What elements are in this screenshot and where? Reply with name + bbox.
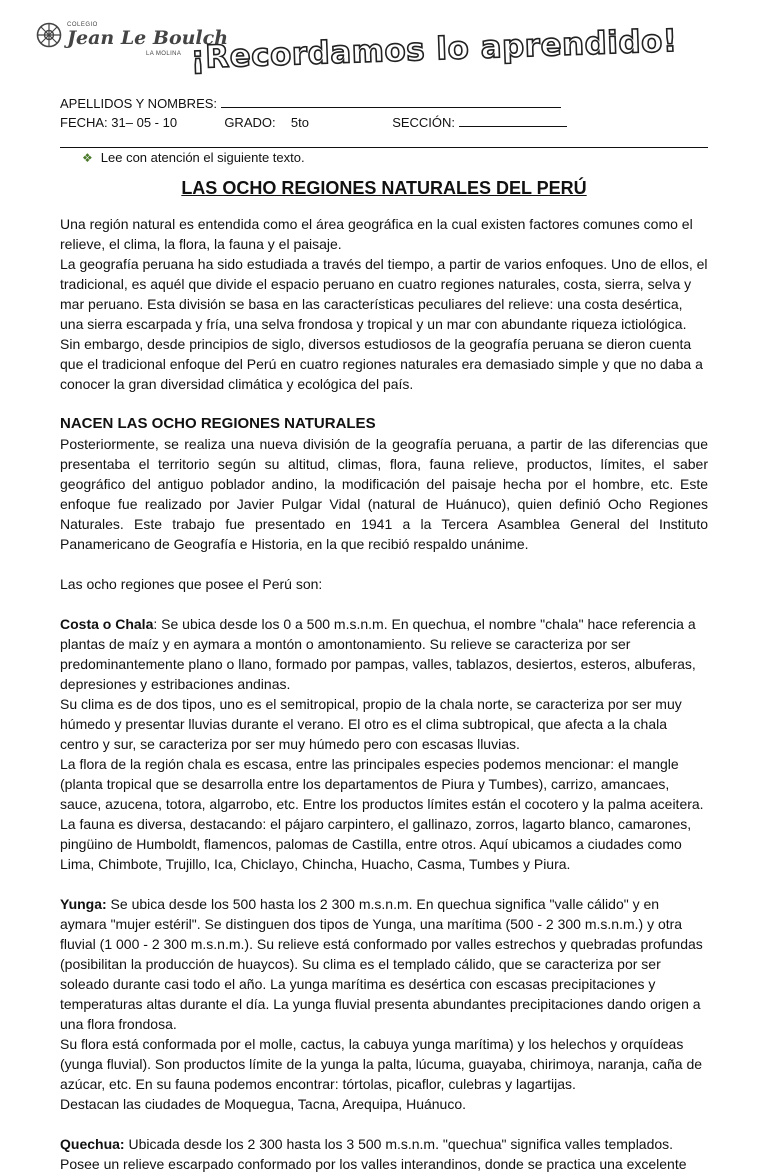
costa-climate: Su clima es de dos tipos, uno es el semitropical, propio de la chala norte, se caracteriza por ser muy húmedo y presentar lluvias durante el verano. El otro es el clima subtropical, que afecta a la chala centro y sur, se caracteriza por ser muy húmedo pero con escasas lluvias.	[60, 696, 682, 752]
banner-title: ¡Recordamos lo aprendido!	[190, 23, 679, 76]
instruction-text: Lee con atención el siguiente texto.	[100, 150, 305, 165]
yunga-flora: Su flora está conformada por el molle, cactus, la cabuya yunga marítima) y los helechos y orquídeas (yunga fluvial). Son productos límite de la yunga la palta, lúcuma, guayaba, chirimoya, naranja, caña de azúcar, etc. En su fauna podemos encontrar: tórtolas, picaflor, culebras y lagartijas.	[60, 1036, 703, 1092]
names-blank	[221, 107, 561, 108]
date-line	[60, 115, 567, 130]
quechua-paragraph	[60, 1134, 708, 1174]
document-body	[60, 214, 708, 1174]
quechua-text: Ubicada desde los 2 300 hasta los 3 500 m.s.n.m. "quechua" significa valles templados. Posee un relieve escarpado conformado por los valles interandinos, donde se practica una excelente	[60, 1136, 687, 1172]
intro-paragraph: Sin embargo, desde principios de siglo, diversos estudiosos de la geografía peruana se dieron cuenta que el tradicional enfoque del Perú en cuatro regiones naturales era demasiado simple y que no daba a conocer la gran diversidad climática y ecológica del país.	[60, 336, 703, 392]
yunga-text: Se ubica desde los 500 hasta los 2 300 m.s.n.m. En quechua significa "valle cálido" y en aymara "mujer estéril". Se distinguen dos tipos de Yunga, una marítima (500 - 2 300 m.s.n.m.) y otra fluvial (1 000 - 2 300 m.s.n.m.). Su relieve está conformado por valles estrechos y quebradas profundas (posibilitan la producción de huaycos). Su clima es el templado cálido, que se caracteriza por ser soleado durante casi todo el año. La yunga marítima es desértica con escasas precipitaciones y temperaturas altas durante el día. La yunga fluvial presenta abundantes precipitaciones dando origen a una flora frondosa.	[60, 896, 703, 1032]
section-blank	[459, 126, 567, 127]
section-label: SECCIÓN:	[392, 115, 456, 130]
intro-paragraph: La geografía peruana ha sido estudiada a través del tiempo, a partir de varios enfoques. Uno de ellos, el tradicional, es aquél que divide el espacio peruano en cuatro regiones naturales, costa, sierra, selva y mar peruano. Esta división se basa en las características peculiares del relieve: una costa desértica, una sierra escarpada y fría, una selva frondosa y tropical y un mar con abundante riqueza ictiológica.	[60, 256, 708, 332]
quechua-lead: Quechua:	[60, 1136, 125, 1152]
intro-paragraph: Una región natural es entendida como el área geográfica en la cual existen factores comunes como el relieve, el clima, la flora, la fauna y el paisaje.	[60, 216, 693, 252]
costa-flora: La flora de la región chala es escasa, entre las principales especies podemos mencionar: el mangle (planta tropical que se desarrolla entre los departamentos de Piura y Tumbes), carrizo, amancaes, sauce, azucena, totora, algarrobo, etc. Entre los productos límites están el cocotero y la palma aceitera.	[60, 756, 704, 812]
date-label: FECHA: 31– 05 - 10	[60, 115, 178, 130]
yunga-cities: Destacan las ciudades de Moquegua, Tacna, Arequipa, Huánuco.	[60, 1096, 467, 1112]
costa-paragraph	[60, 614, 708, 694]
costa-lead: Costa o Chala	[60, 616, 154, 632]
logo-subtext: LA MOLINA	[146, 51, 182, 57]
regions-intro: Las ocho regiones que posee el Perú son:	[60, 576, 323, 592]
yunga-lead: Yunga:	[60, 896, 107, 912]
names-label: APELLIDOS Y NOMBRES:	[60, 96, 218, 111]
page-title: LAS OCHO REGIONES NATURALES DEL PERÚ	[181, 178, 587, 198]
logo-small-text: COLEGIO	[67, 22, 98, 28]
diamond-bullet-icon: ❖	[82, 151, 93, 165]
logo-name: Jean Le Boulch	[67, 27, 229, 49]
grade-value: 5to	[290, 115, 309, 130]
school-crest-icon	[36, 22, 62, 48]
section-heading: NACEN LAS OCHO REGIONES NATURALES	[60, 415, 376, 432]
costa-text: : Se ubica desde los 0 a 500 m.s.n.m. En quechua, el nombre "chala" hace referencia a plantas de maíz y en aymara a montón o amontonamiento. Su relieve se caracteriza por ser predominantemente plano o llano, formado por pampas, valles, tablazos, desiertos, esteros, albuferas, depresiones y estribaciones andinas.	[60, 616, 696, 692]
costa-fauna: La fauna es diversa, destacando: el pájaro carpintero, el gallinazo, zorros, lagarto blanco, camarones, pingüino de Humboldt, flamencos, palomas de Castilla, entre otros. Aquí ubicamos a ciudades como Lima, Chimbote, Trujillo, Ica, Chiclayo, Chincha, Huacho, Casma, Tumbes y Piura.	[60, 816, 692, 872]
names-line	[60, 96, 561, 111]
grade-label: GRADO:	[224, 115, 276, 130]
instruction-bullet	[82, 150, 305, 165]
section-body: Posteriormente, se realiza una nueva división de la geografía peruana, a partir de las diferencias que presentaba el territorio según su altitud, climas, flora, fauna relieve, productos, límites, el saber geográfico del antiguo poblador andino, la modificación del paisaje hecha por el hombre, etc. Este enfoque fue realizado por Javier Pulgar Vidal (natural de Huánuco), quien definió Ocho Regiones Naturales. Este trabajo fue presentado en 1941 a la Tercera Asamblea General del Instituto Panamericano de Geografía e Historia, en la que recibió respaldo unánime.	[60, 436, 708, 552]
yunga-paragraph	[60, 894, 708, 1034]
school-logo	[36, 22, 229, 58]
header-rule	[60, 147, 708, 148]
